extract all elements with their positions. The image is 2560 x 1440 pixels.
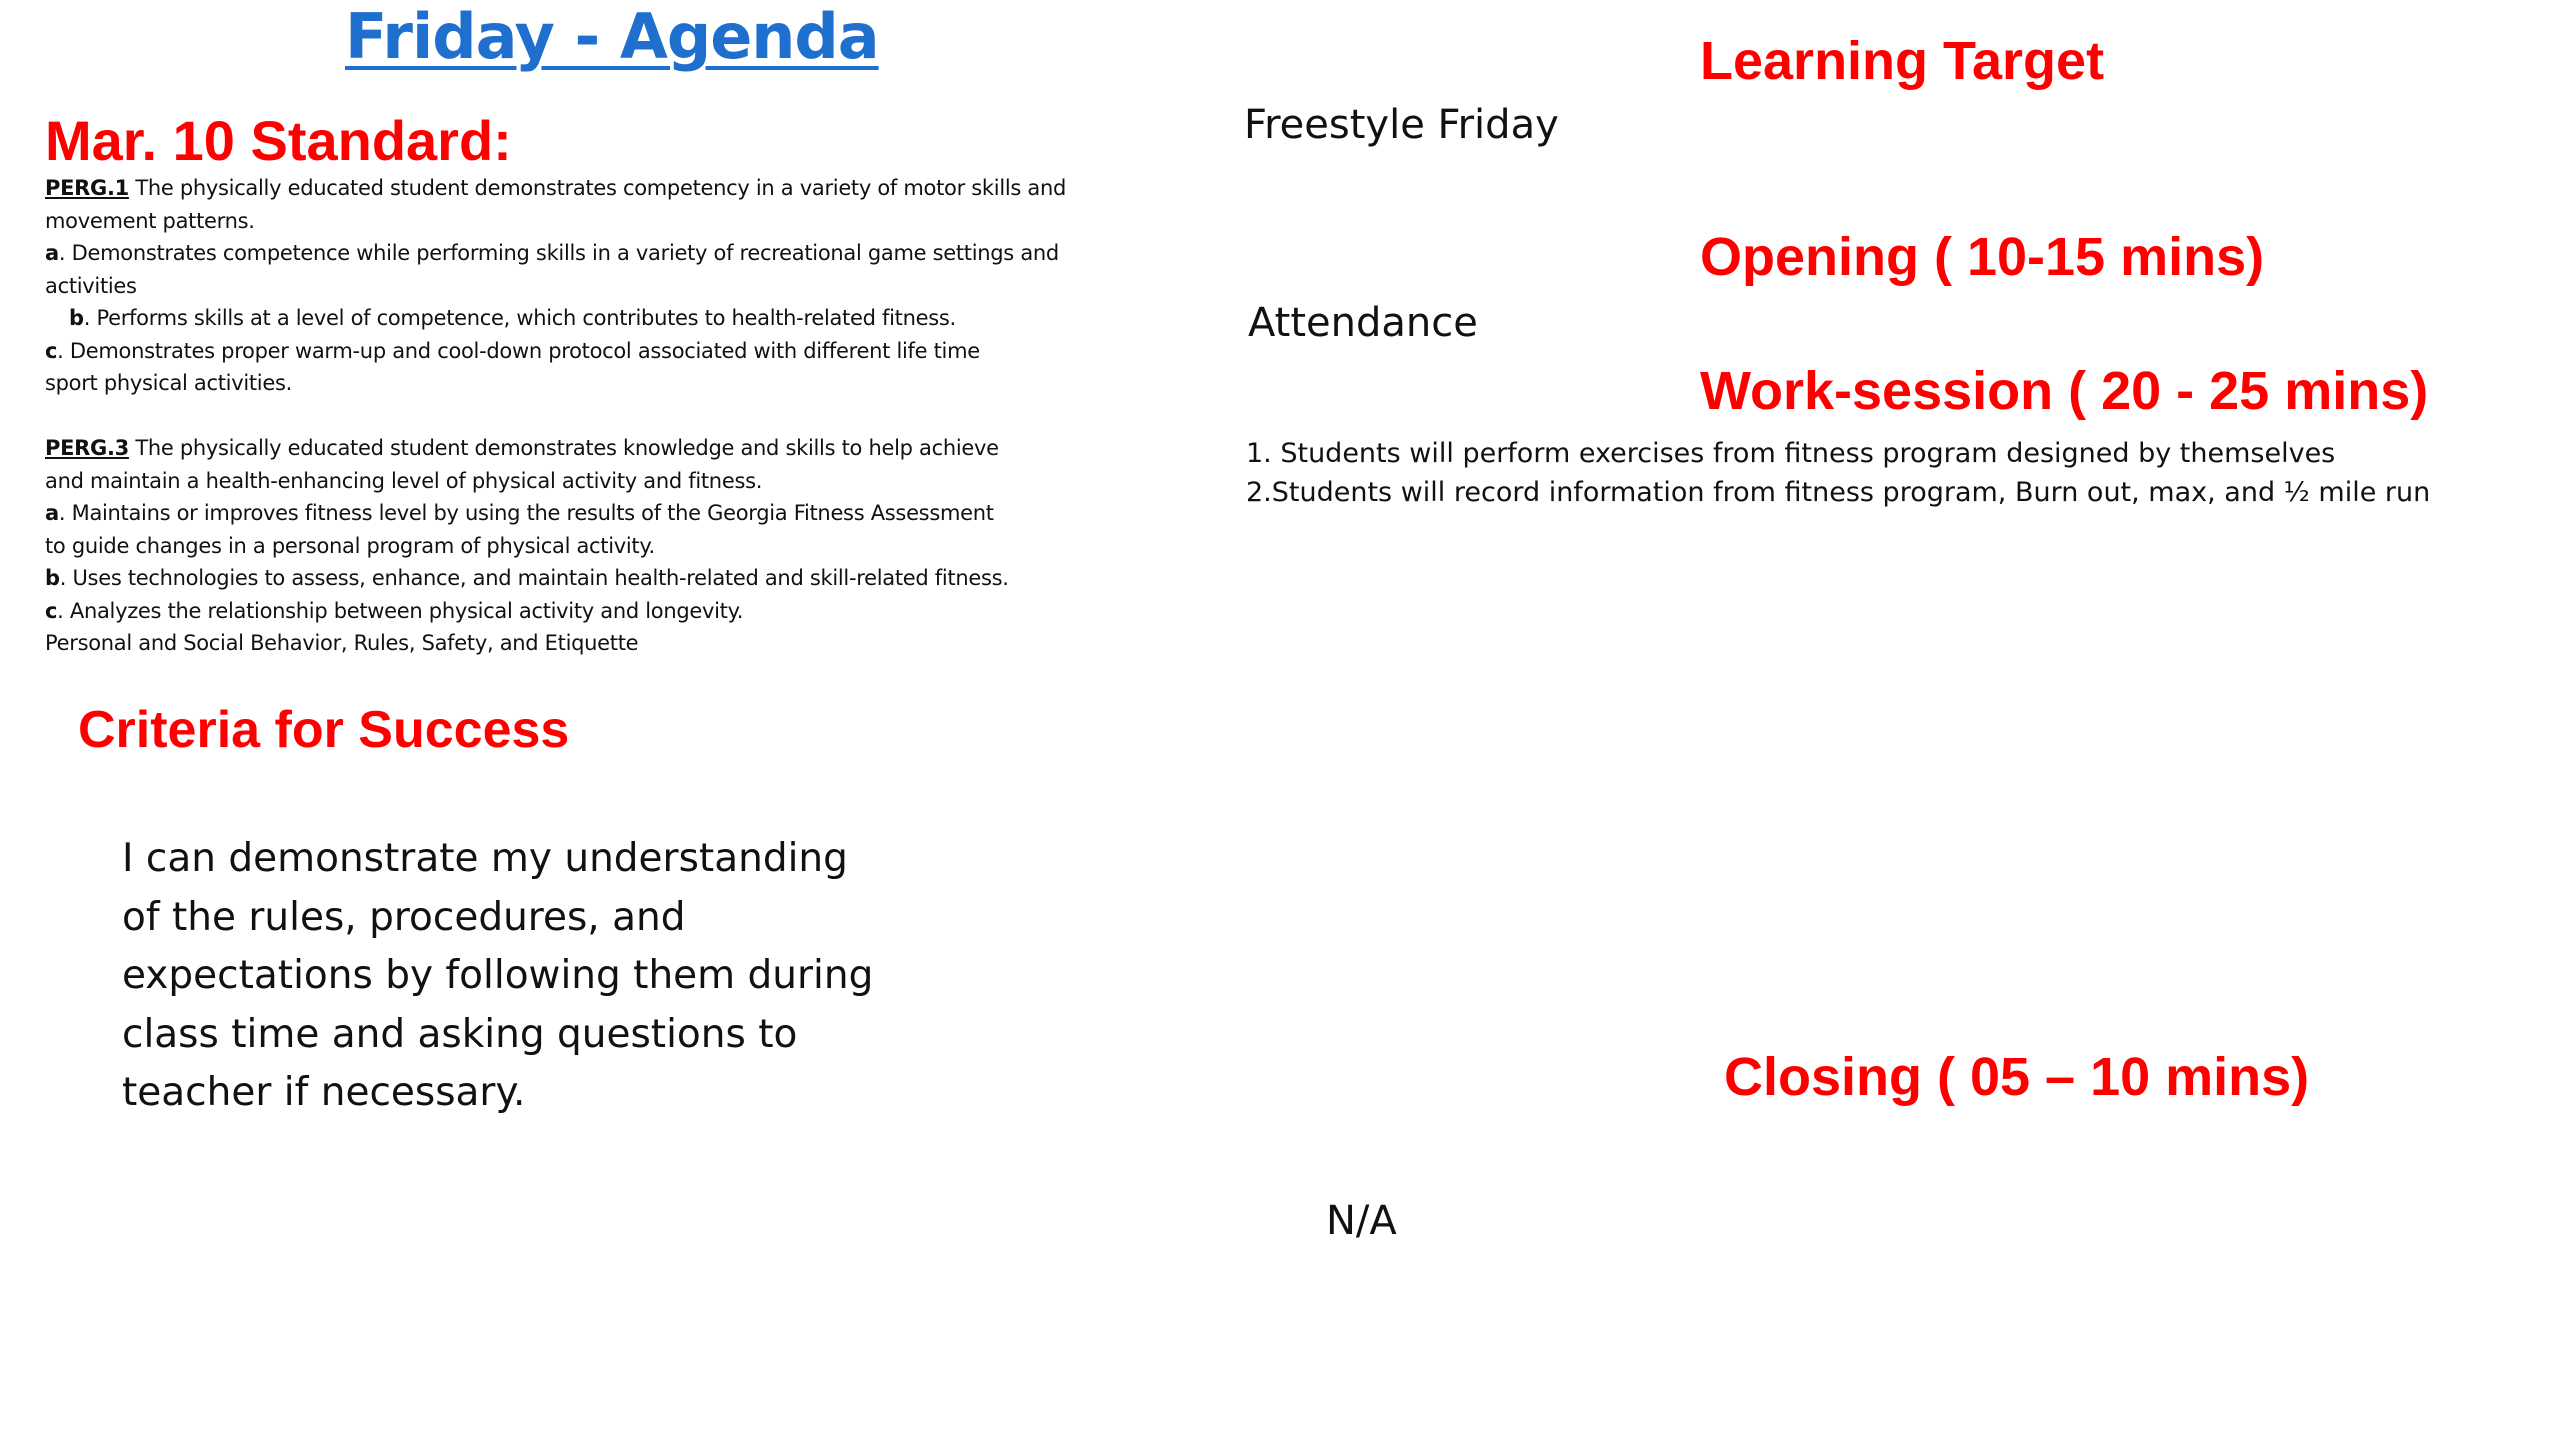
learning-target-text: Freestyle Friday: [1244, 102, 1559, 148]
standard-text: PERG.1 The physically educated student demonstrates competency in a variety of motor skills and movement patterns. a. Demonstrates competence while performing skills in a variety of recreational game settings and activities b. Performs skills at a level of competence, which contributes to health-related fitness. c. Demonstrates proper warm-up and cool-down protocol associated with different life time sport physical activities. PERG.3 The physically educated student demonstrates knowledge and skills to help achieve and maintain a health-enhancing level of physical activity and fitness. a. Maintains or improves fitness level by using the results of the Georgia Fitness Assessment to guide changes in a personal program of physical activity. b. Uses technologies to assess, enhance, and maintain health-related and skill-related fitness. c. Analyzes the relationship between physical activity and longevity. Personal and Social Behavior, Rules, Safety, and Etiquette: [45, 172, 1135, 660]
page-title: Friday - Agenda: [345, 0, 879, 73]
work-session-list: [1246, 434, 2430, 512]
opening-heading: Opening ( 10-15 mins): [1700, 227, 2265, 287]
perg1-code: PERG.1: [45, 176, 129, 200]
standard-heading: Mar. 10 Standard:: [45, 109, 512, 172]
work-session-heading: Work-session ( 20 - 25 mins): [1700, 361, 2429, 421]
learning-target-heading: Learning Target: [1700, 31, 2105, 91]
closing-heading: Closing ( 05 – 10 mins): [1724, 1047, 2310, 1107]
closing-text: N/A: [1326, 1198, 1397, 1244]
perg3-line: PERG.3 The physically educated student demonstrates knowledge and skills to help achieve: [45, 436, 999, 460]
standard-footer: Personal and Social Behavior, Rules, Safety, and Etiquette: [45, 631, 639, 655]
perg1-line: PERG.1 The physically educated student demonstrates competency in a variety of motor skills and: [45, 176, 1067, 200]
list-item: 1. Students will perform exercises from fitness program designed by themselves: [1246, 438, 2336, 469]
criteria-heading: Criteria for Success: [78, 701, 570, 759]
list-item: 2.Students will record information from fitness program, Burn out, max, and ½ mile run: [1246, 477, 2431, 508]
perg3-code: PERG.3: [45, 436, 129, 460]
opening-text: Attendance: [1248, 300, 1478, 346]
criteria-text: I can demonstrate my understanding of the rules, procedures, and expectations by following them during class time and asking questions to teacher if necessary.: [122, 836, 874, 1115]
